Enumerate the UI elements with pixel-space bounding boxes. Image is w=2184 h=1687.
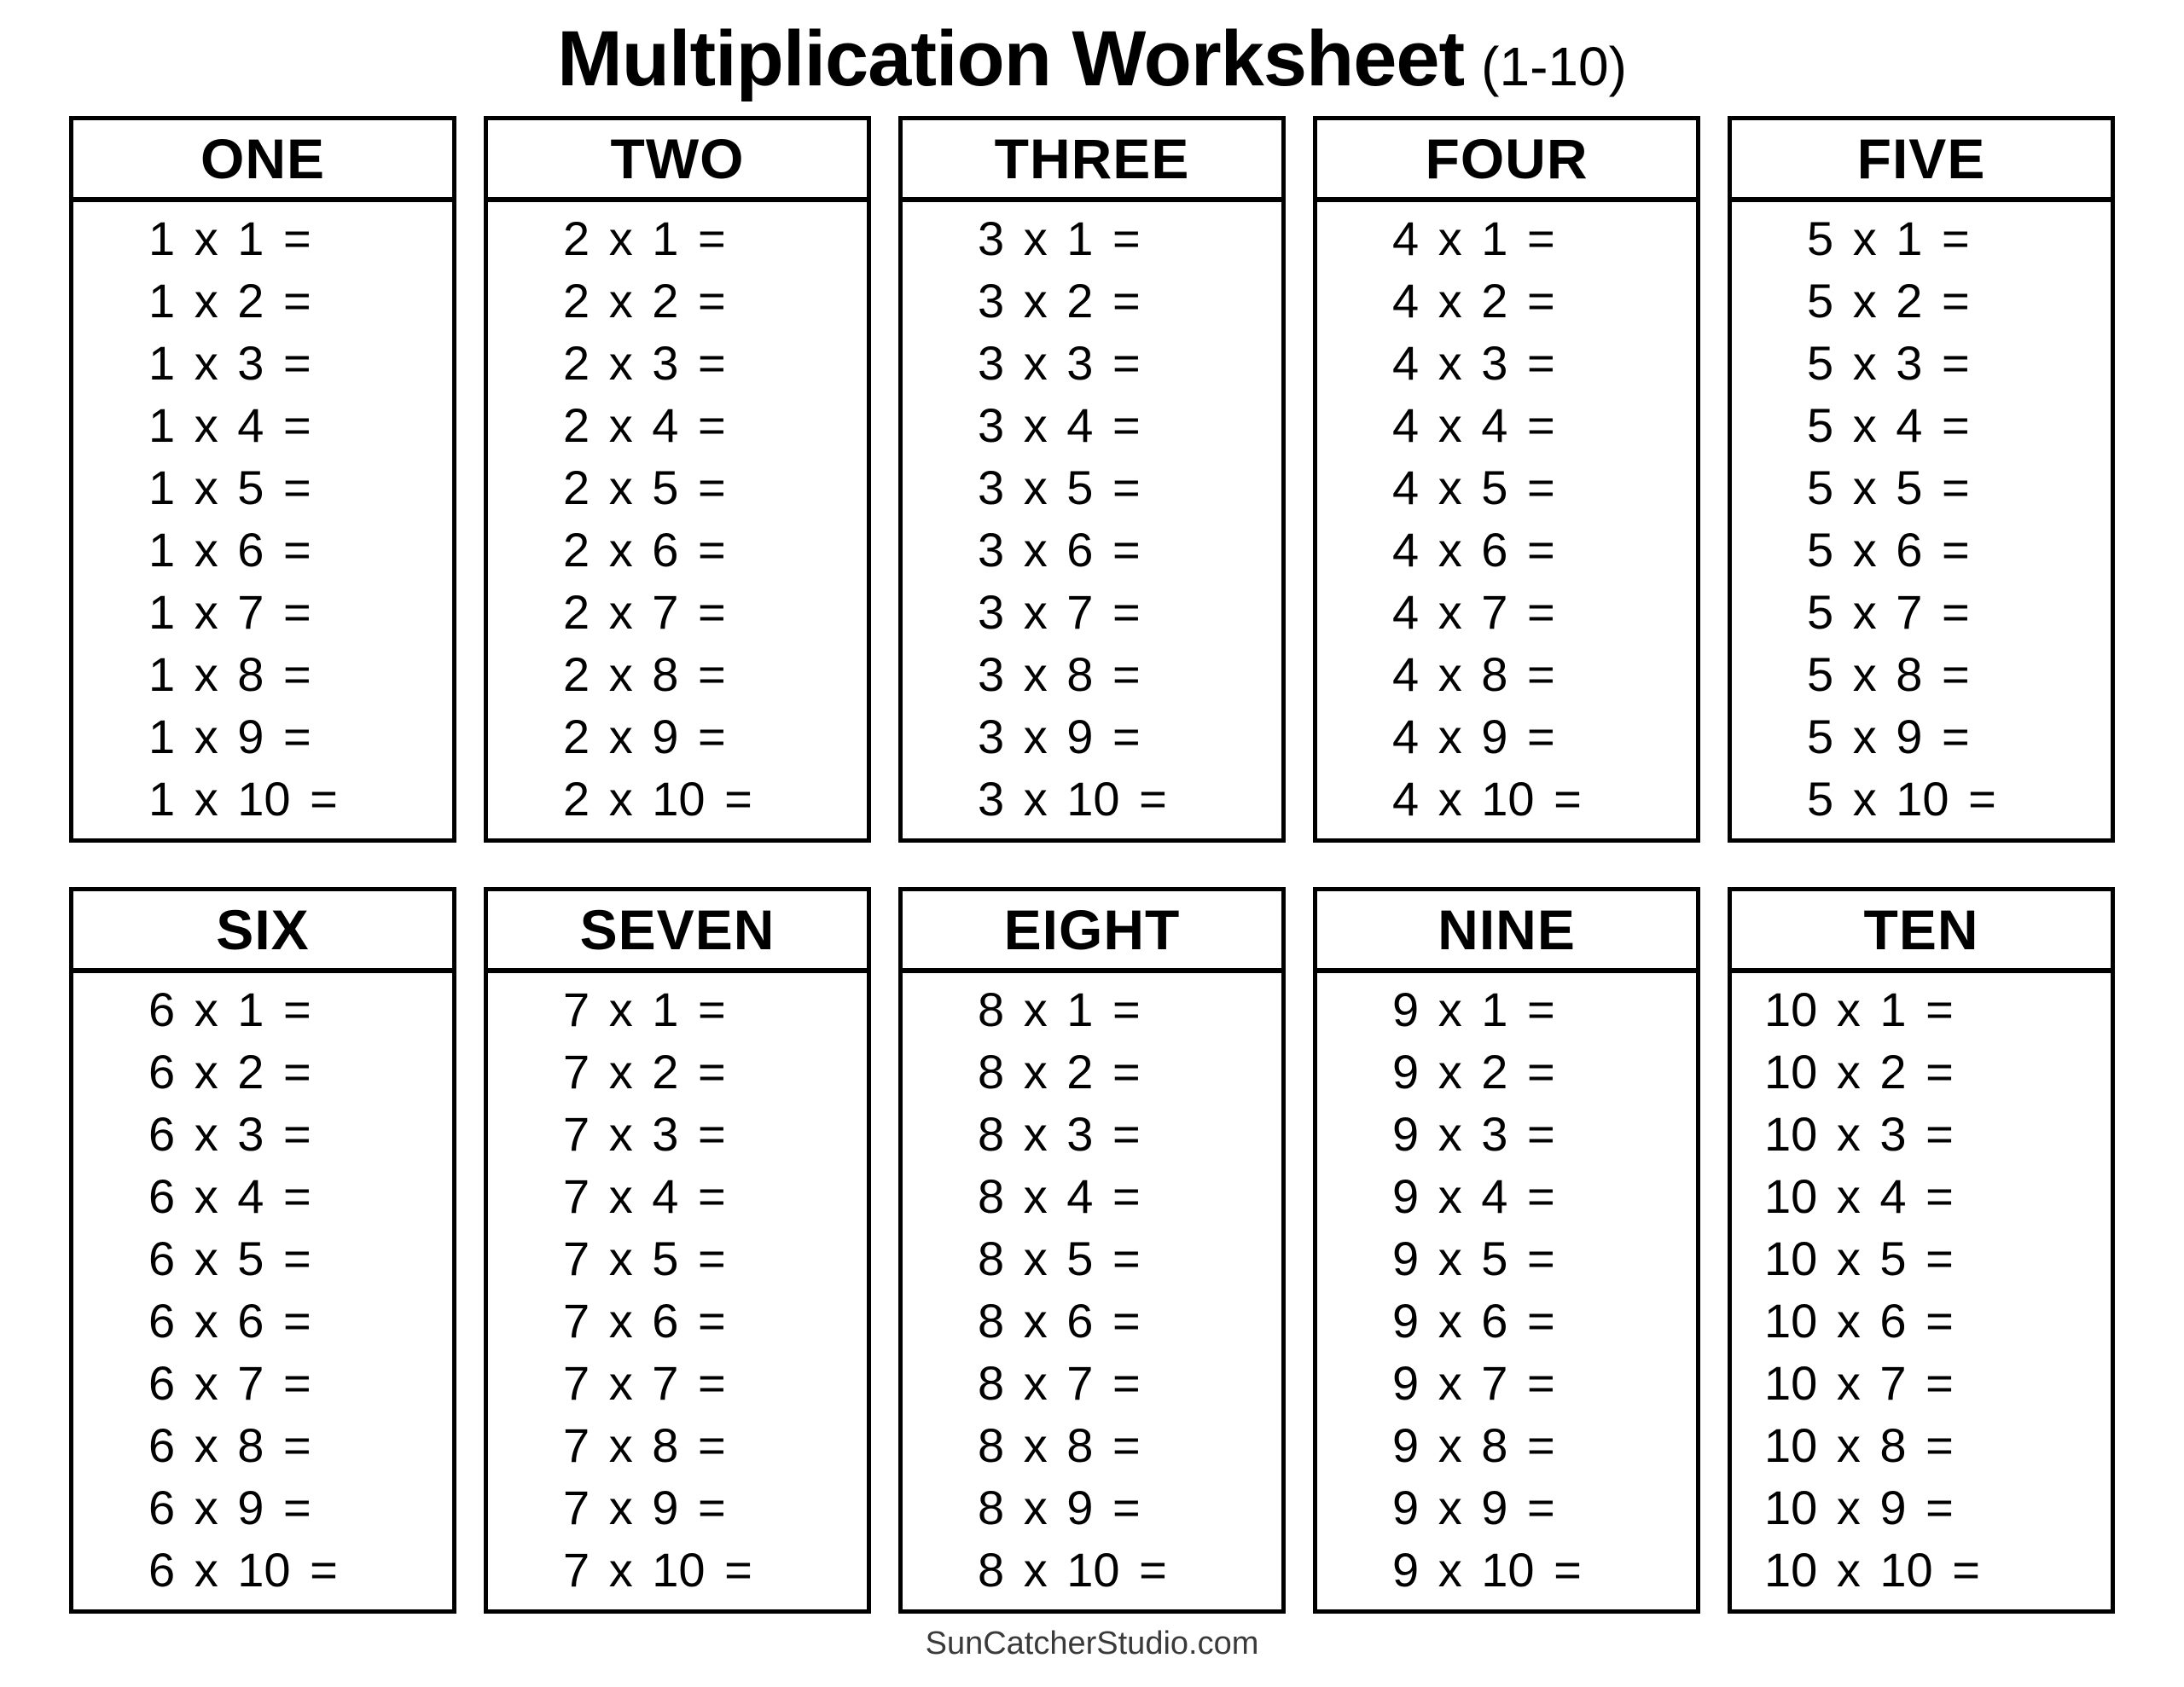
problem-row: 3 x 2 = [978, 274, 1141, 328]
problem-row: 5 x 3 = [1807, 336, 1970, 390]
problem-row: 2 x 6 = [563, 523, 726, 577]
problem-row: 4 x 7 = [1392, 585, 1555, 639]
tables-grid [0, 116, 2184, 1614]
problem-row: 5 x 10 = [1807, 772, 1996, 826]
times-table-card [69, 887, 456, 1614]
problem-row: 1 x 7 = [148, 585, 311, 639]
problem-row: 7 x 3 = [563, 1107, 726, 1161]
problem-row: 1 x 2 = [148, 274, 311, 328]
problem-row: 5 x 2 = [1807, 274, 1970, 328]
problem-row: 8 x 7 = [978, 1356, 1141, 1410]
problem-row: 9 x 10 = [1392, 1543, 1582, 1597]
problem-row: 9 x 3 = [1392, 1107, 1555, 1161]
table-title: ONE [73, 120, 452, 202]
problem-row: 3 x 9 = [978, 710, 1141, 763]
problem-row: 2 x 1 = [563, 212, 726, 265]
problem-row: 1 x 6 = [148, 523, 311, 577]
problem-row: 2 x 5 = [563, 461, 726, 514]
problem-row: 7 x 1 = [563, 983, 726, 1036]
problem-row: 8 x 4 = [978, 1169, 1141, 1223]
problem-row: 5 x 1 = [1807, 212, 1970, 265]
problem-row: 10 x 4 = [1764, 1169, 1954, 1223]
table-body [73, 202, 452, 830]
problem-row: 4 x 3 = [1392, 336, 1555, 390]
problem-row: 2 x 2 = [563, 274, 726, 328]
problem-row: 7 x 5 = [563, 1232, 726, 1285]
table-body [488, 973, 867, 1601]
problem-row: 2 x 4 = [563, 398, 726, 452]
problem-row: 6 x 6 = [148, 1294, 311, 1348]
problem-row: 4 x 10 = [1392, 772, 1582, 826]
problem-row: 3 x 1 = [978, 212, 1141, 265]
problem-row: 3 x 3 = [978, 336, 1141, 390]
problem-row: 7 x 8 = [563, 1418, 726, 1472]
times-table-card [484, 887, 871, 1614]
problem-row: 5 x 4 = [1807, 398, 1970, 452]
problem-row: 5 x 5 = [1807, 461, 1970, 514]
problem-row: 10 x 1 = [1764, 983, 1954, 1036]
problem-row: 2 x 10 = [563, 772, 752, 826]
problem-row: 4 x 8 = [1392, 647, 1555, 701]
problem-row: 4 x 6 = [1392, 523, 1555, 577]
table-title: TEN [1732, 891, 2111, 973]
table-title: FIVE [1732, 120, 2111, 202]
times-table-card [898, 116, 1286, 843]
problem-row: 9 x 8 = [1392, 1418, 1555, 1472]
problem-row: 8 x 10 = [978, 1543, 1167, 1597]
problem-row: 9 x 5 = [1392, 1232, 1555, 1285]
tables-row-bottom [69, 887, 2115, 1614]
times-table-card [1313, 116, 1700, 843]
times-table-card [1313, 887, 1700, 1614]
problem-row: 7 x 2 = [563, 1045, 726, 1099]
problem-row: 10 x 10 = [1764, 1543, 1980, 1597]
problem-row: 6 x 2 = [148, 1045, 311, 1099]
problem-row: 8 x 2 = [978, 1045, 1141, 1099]
page-footer [0, 1626, 2184, 1662]
problem-row: 7 x 9 = [563, 1481, 726, 1534]
problem-row: 8 x 8 = [978, 1418, 1141, 1472]
problem-row: 9 x 9 = [1392, 1481, 1555, 1534]
problem-row: 8 x 6 = [978, 1294, 1141, 1348]
problem-row: 9 x 4 = [1392, 1169, 1555, 1223]
problem-row: 10 x 8 = [1764, 1418, 1954, 1472]
table-title: TWO [488, 120, 867, 202]
problem-row: 9 x 2 = [1392, 1045, 1555, 1099]
problem-row: 7 x 7 = [563, 1356, 726, 1410]
problem-row: 8 x 1 = [978, 983, 1141, 1036]
times-table-card [898, 887, 1286, 1614]
problem-row: 1 x 5 = [148, 461, 311, 514]
table-body [488, 202, 867, 830]
problem-row: 10 x 7 = [1764, 1356, 1954, 1410]
table-body [1732, 973, 2111, 1601]
problem-row: 1 x 1 = [148, 212, 311, 265]
problem-row: 7 x 6 = [563, 1294, 726, 1348]
page-title [0, 0, 2184, 116]
problem-row: 5 x 8 = [1807, 647, 1970, 701]
problem-row: 3 x 6 = [978, 523, 1141, 577]
problem-row: 4 x 4 = [1392, 398, 1555, 452]
problem-row: 10 x 5 = [1764, 1232, 1954, 1285]
title-main: Multiplication Worksheet [557, 15, 1465, 102]
problem-row: 3 x 7 = [978, 585, 1141, 639]
problem-row: 1 x 4 = [148, 398, 311, 452]
problem-row: 6 x 10 = [148, 1543, 338, 1597]
table-title: FOUR [1317, 120, 1696, 202]
table-body [903, 973, 1281, 1601]
problem-row: 1 x 9 = [148, 710, 311, 763]
problem-row: 5 x 7 = [1807, 585, 1970, 639]
problem-row: 1 x 10 = [148, 772, 338, 826]
table-title: EIGHT [903, 891, 1281, 973]
problem-row: 3 x 5 = [978, 461, 1141, 514]
problem-row: 3 x 8 = [978, 647, 1141, 701]
problem-row: 2 x 8 = [563, 647, 726, 701]
problem-row: 6 x 3 = [148, 1107, 311, 1161]
table-body [903, 202, 1281, 830]
problem-row: 10 x 3 = [1764, 1107, 1954, 1161]
problem-row: 10 x 2 = [1764, 1045, 1954, 1099]
problem-row: 4 x 1 = [1392, 212, 1555, 265]
problem-row: 5 x 9 = [1807, 710, 1970, 763]
times-table-card [1728, 887, 2115, 1614]
problem-row: 6 x 4 = [148, 1169, 311, 1223]
problem-row: 6 x 7 = [148, 1356, 311, 1410]
tables-row-top [69, 116, 2115, 843]
problem-row: 6 x 5 = [148, 1232, 311, 1285]
problem-row: 8 x 3 = [978, 1107, 1141, 1161]
problem-row: 5 x 6 = [1807, 523, 1970, 577]
table-body [1317, 973, 1696, 1601]
problem-row: 6 x 8 = [148, 1418, 311, 1472]
problem-row: 4 x 9 = [1392, 710, 1555, 763]
table-title: NINE [1317, 891, 1696, 973]
problem-row: 7 x 4 = [563, 1169, 726, 1223]
problem-row: 4 x 2 = [1392, 274, 1555, 328]
problem-row: 6 x 9 = [148, 1481, 311, 1534]
problem-row: 2 x 9 = [563, 710, 726, 763]
table-title: SIX [73, 891, 452, 973]
problem-row: 1 x 3 = [148, 336, 311, 390]
problem-row: 8 x 5 = [978, 1232, 1141, 1285]
table-body [73, 973, 452, 1601]
problem-row: 2 x 3 = [563, 336, 726, 390]
problem-row: 8 x 9 = [978, 1481, 1141, 1534]
footer-site-label: SunCatcherStudio.com [925, 1626, 1259, 1661]
problem-row: 3 x 4 = [978, 398, 1141, 452]
table-title: THREE [903, 120, 1281, 202]
problem-row: 7 x 10 = [563, 1543, 752, 1597]
table-body [1732, 202, 2111, 830]
problem-row: 1 x 8 = [148, 647, 311, 701]
problem-row: 9 x 6 = [1392, 1294, 1555, 1348]
problem-row: 3 x 10 = [978, 772, 1167, 826]
table-title: SEVEN [488, 891, 867, 973]
problem-row: 2 x 7 = [563, 585, 726, 639]
times-table-card [1728, 116, 2115, 843]
problem-row: 10 x 9 = [1764, 1481, 1954, 1534]
table-body [1317, 202, 1696, 830]
times-table-card [484, 116, 871, 843]
title-range: (1-10) [1481, 36, 1627, 97]
problem-row: 4 x 5 = [1392, 461, 1555, 514]
problem-row: 6 x 1 = [148, 983, 311, 1036]
problem-row: 10 x 6 = [1764, 1294, 1954, 1348]
problem-row: 9 x 1 = [1392, 983, 1555, 1036]
times-table-card [69, 116, 456, 843]
problem-row: 9 x 7 = [1392, 1356, 1555, 1410]
